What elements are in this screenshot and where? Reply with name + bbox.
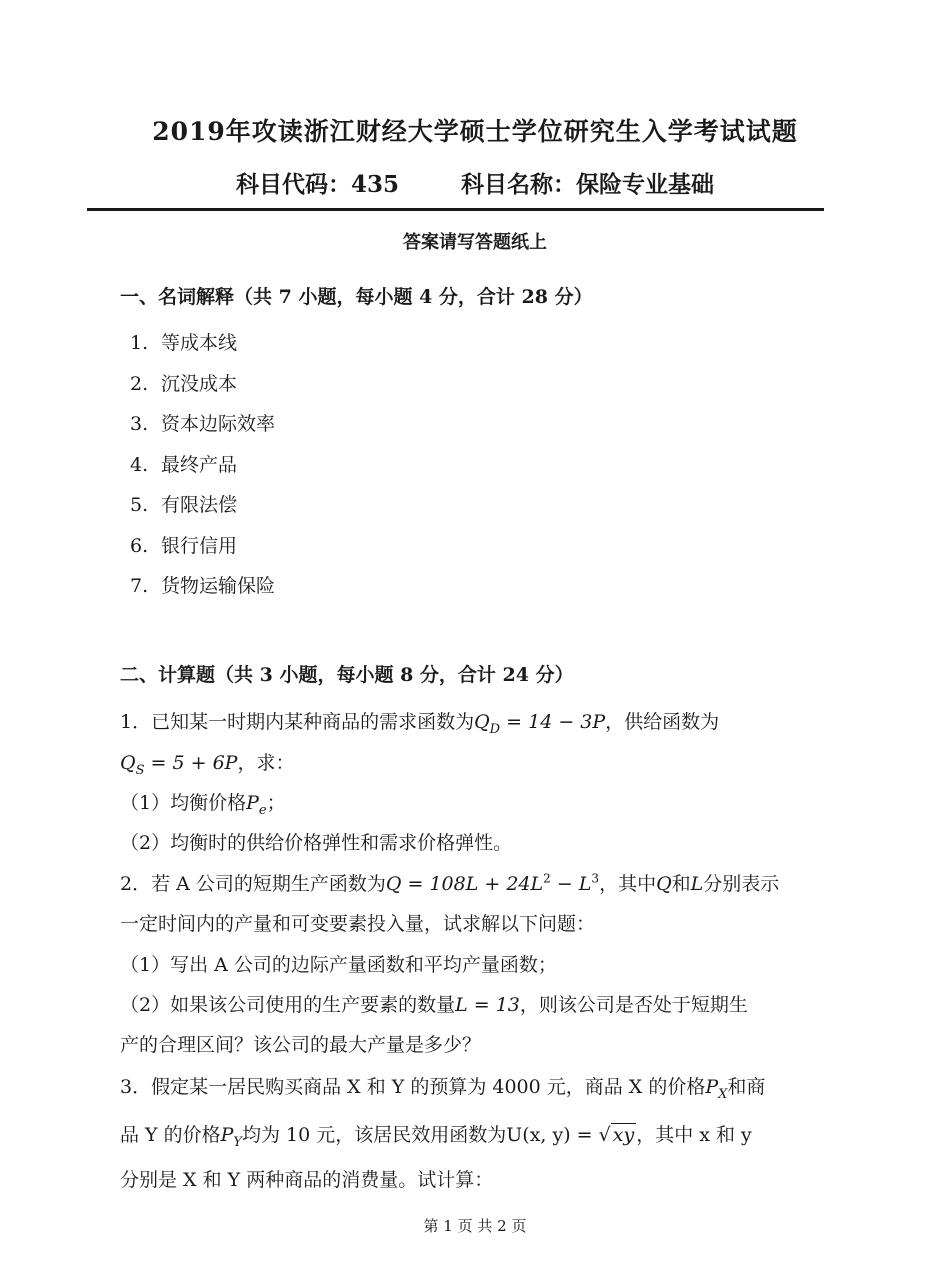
subject-name: 科目名称：保险专业基础	[461, 171, 714, 198]
answer-instruction: 答案请写答题纸上	[403, 232, 547, 253]
q2-part3: 产的合理区间？该公司的最大产量是多少？	[120, 1034, 482, 1056]
q1-line1: 1．已知某一时期内某种商品的需求函数为$Q_D = 14 - 3P$，供给函数为	[120, 711, 720, 737]
term-item: 2. 沉没成本	[130, 373, 238, 395]
q2-part2: （2）如果该公司使用的生产要素的数量L = 13，则该公司是否处于短期生	[120, 994, 748, 1016]
term-item: 5. 有限法偿	[130, 494, 238, 516]
term-item: 1. 等成本线	[130, 332, 238, 354]
q3-line3: 分别是 X 和 Y 两种商品的消费量。试计算：	[120, 1169, 494, 1191]
header-divider	[87, 208, 824, 211]
subject-line	[0, 166, 950, 199]
q1-part1: （1）均衡价格$P_e$；	[120, 792, 286, 818]
page-number: 第 1 页 共 2 页	[423, 1217, 527, 1235]
q2-line1: 2．若 A 公司的短期生产函数为$Q = 108L + 24L^2 - L^3$，其中Q和L分别表示	[120, 871, 780, 895]
q2-part1: （1）写出 A 公司的边际产量函数和平均产量函数；	[120, 954, 557, 976]
section2-heading: 二、计算题（共 3 小题，每小题 8 分，合计 24 分）	[120, 664, 574, 686]
q3-line1: 3．假定某一居民购买商品 X 和 Y 的预算为 4000 元，商品 X 的价格$P_X$和商	[120, 1076, 766, 1102]
term-item: 3. 资本边际效率	[130, 413, 276, 435]
term-item: 7. 货物运输保险	[130, 575, 276, 597]
term-item: 6. 银行信用	[130, 535, 238, 557]
q2-line2: 一定时间内的产量和可变要素投入量，试求解以下问题：	[120, 913, 596, 935]
q1-line2: $Q_S = 5 + 6P$，求：	[120, 752, 295, 778]
exam-title: 2019年攻读浙江财经大学硕士学位研究生入学考试试题	[152, 117, 798, 146]
section1-heading: 一、名词解释（共 7 小题，每小题 4 分，合计 28 分）	[120, 286, 593, 308]
q1-part2: （2）均衡时的供给价格弹性和需求价格弹性。	[120, 832, 513, 854]
subject-code: 科目代码：435	[235, 171, 399, 198]
q3-line2: 品 Y 的价格$P_Y$均为 10 元，该居民效用函数为U(x, y) = √ xy ，其中 x 和 y	[120, 1124, 752, 1150]
term-item: 4. 最终产品	[130, 454, 238, 476]
